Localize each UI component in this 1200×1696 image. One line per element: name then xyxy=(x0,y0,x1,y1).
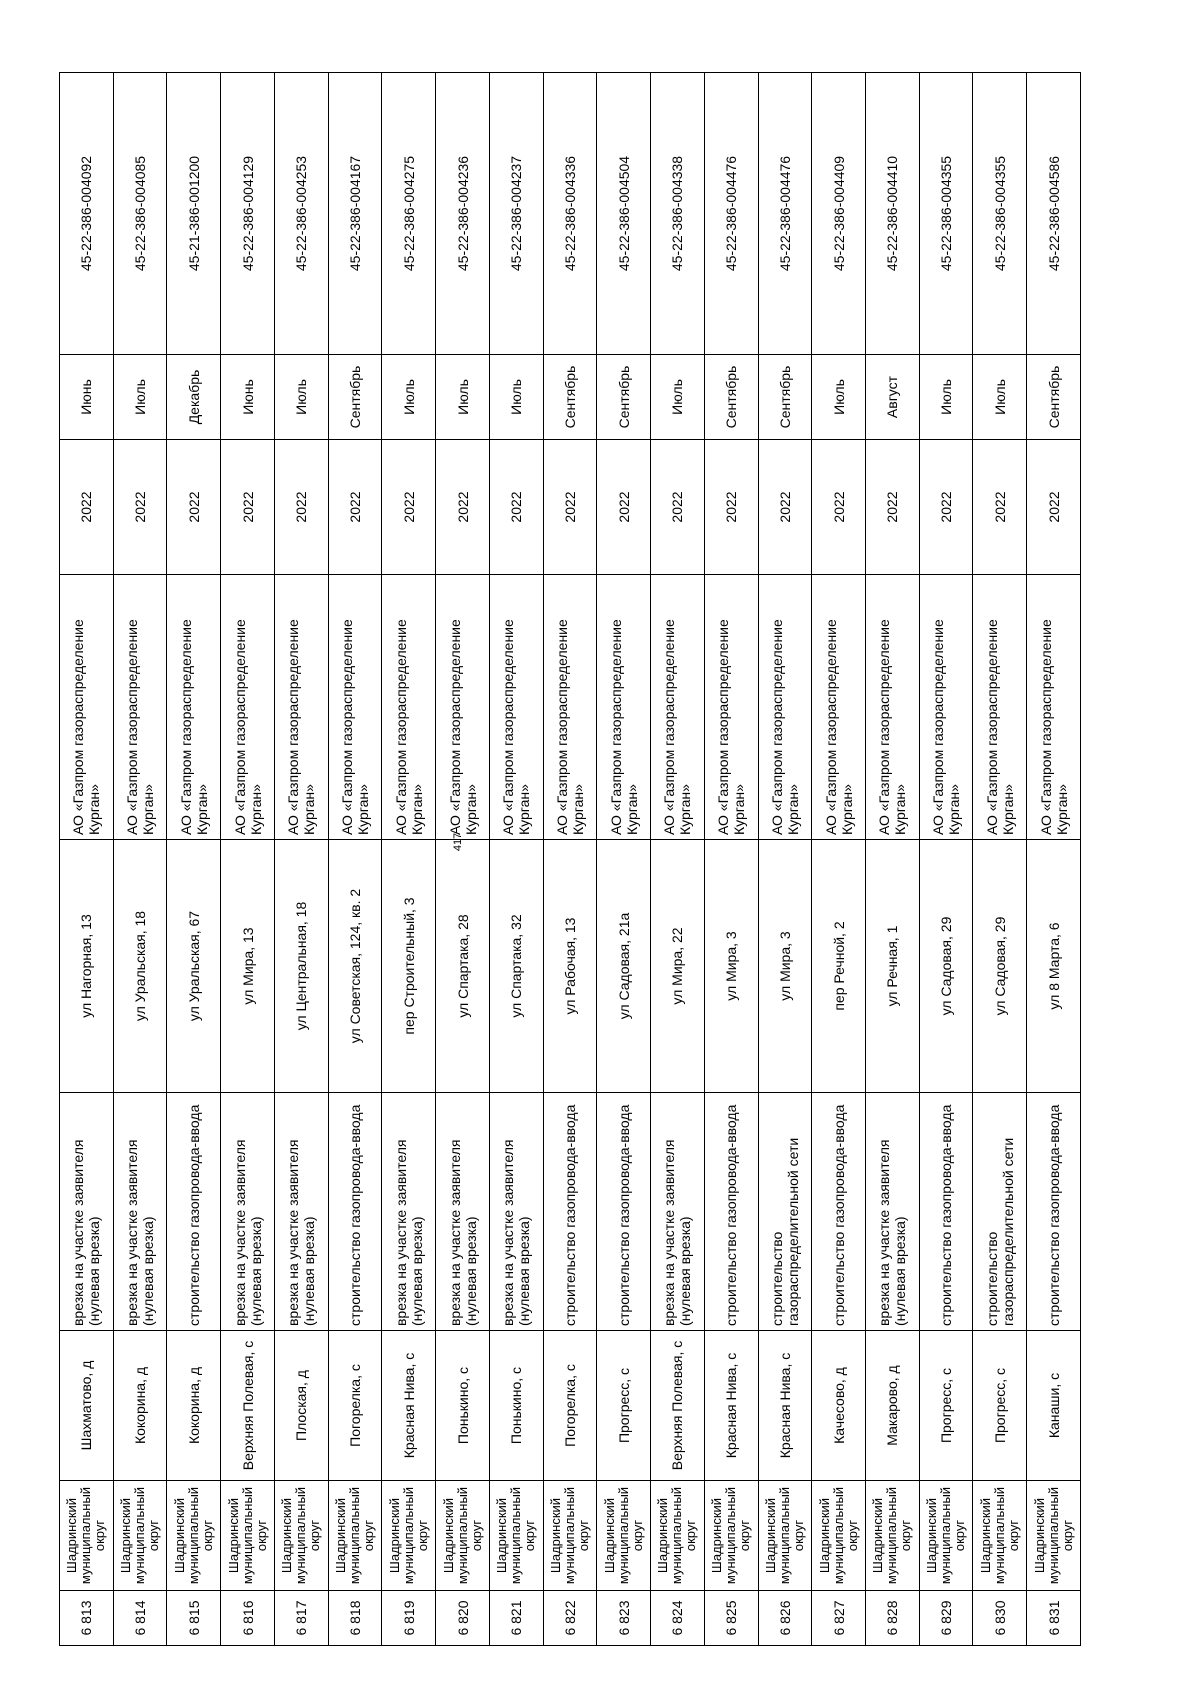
month-cell: Август xyxy=(866,355,920,440)
work-type-cell: врезка на участке заявителя (нулевая врезка) xyxy=(651,1093,705,1331)
work-type-cell: строительство газопровода-ввода xyxy=(919,1093,973,1331)
table-row xyxy=(60,73,114,1646)
district-cell: Шадринский муниципальный округ xyxy=(812,1481,866,1591)
organization-cell: АО «Газпром газораспределение Курган» xyxy=(919,575,973,840)
address-cell: ул Рабочая, 13 xyxy=(543,840,597,1093)
table-row xyxy=(704,73,758,1646)
settlement-cell: Красная Нива, с xyxy=(758,1331,812,1481)
table-row xyxy=(274,73,328,1646)
registration-code-cell: 45-22-386-004275 xyxy=(382,73,436,355)
row-number-cell: 6 818 xyxy=(328,1591,382,1646)
registration-code-cell: 45-22-386-004409 xyxy=(812,73,866,355)
registration-code-cell: 45-22-386-004129 xyxy=(221,73,275,355)
organization-cell: АО «Газпром газораспределение Курган» xyxy=(758,575,812,840)
registration-code-cell: 45-22-386-004355 xyxy=(919,73,973,355)
month-cell: Июль xyxy=(436,355,490,440)
settlement-cell: Макарово, д xyxy=(866,1331,920,1481)
work-type-cell: врезка на участке заявителя (нулевая врезка) xyxy=(221,1093,275,1331)
row-number-cell: 6 822 xyxy=(543,1591,597,1646)
district-cell: Шадринский муниципальный округ xyxy=(597,1481,651,1591)
month-cell: Сентябрь xyxy=(1027,355,1081,440)
table-container xyxy=(59,73,1081,1646)
organization-cell: АО «Газпром газораспределение Курган» xyxy=(221,575,275,840)
settlement-cell: Качесово, д xyxy=(812,1331,866,1481)
address-cell: ул Мира, 3 xyxy=(758,840,812,1093)
address-cell: ул Спартака, 28 xyxy=(436,840,490,1093)
row-number-cell: 6 820 xyxy=(436,1591,490,1646)
settlement-cell: Красная Нива, с xyxy=(704,1331,758,1481)
registration-code-cell: 45-22-386-004237 xyxy=(489,73,543,355)
registration-code-cell: 45-22-386-004504 xyxy=(597,73,651,355)
work-type-cell: строительство газопровода-ввода xyxy=(543,1093,597,1331)
year-cell: 2022 xyxy=(221,440,275,575)
work-type-cell: врезка на участке заявителя (нулевая врезка) xyxy=(489,1093,543,1331)
month-cell: Сентябрь xyxy=(543,355,597,440)
work-type-cell: строительство газораспределительной сети xyxy=(758,1093,812,1331)
year-cell: 2022 xyxy=(1027,440,1081,575)
address-cell: ул Садовая, 29 xyxy=(973,840,1027,1093)
settlement-cell: Шахматово, д xyxy=(60,1331,114,1481)
district-cell: Шадринский муниципальный округ xyxy=(328,1481,382,1591)
table-row xyxy=(919,73,973,1646)
address-cell: ул Уральская, 18 xyxy=(113,840,167,1093)
district-cell: Шадринский муниципальный округ xyxy=(543,1481,597,1591)
district-cell: Шадринский муниципальный округ xyxy=(113,1481,167,1591)
table-row xyxy=(328,73,382,1646)
year-cell: 2022 xyxy=(436,440,490,575)
year-cell: 2022 xyxy=(382,440,436,575)
district-cell: Шадринский муниципальный округ xyxy=(704,1481,758,1591)
work-type-cell: строительство газопровода-ввода xyxy=(704,1093,758,1331)
table-row xyxy=(651,73,705,1646)
row-number-cell: 6 827 xyxy=(812,1591,866,1646)
year-cell: 2022 xyxy=(704,440,758,575)
registration-code-cell: 45-22-386-004476 xyxy=(758,73,812,355)
settlement-cell: Понькино, с xyxy=(489,1331,543,1481)
year-cell: 2022 xyxy=(113,440,167,575)
month-cell: Июль xyxy=(919,355,973,440)
year-cell: 2022 xyxy=(812,440,866,575)
work-type-cell: врезка на участке заявителя (нулевая врезка) xyxy=(113,1093,167,1331)
settlement-cell: Красная Нива, с xyxy=(382,1331,436,1481)
table-row xyxy=(436,73,490,1646)
table-row xyxy=(866,73,920,1646)
district-cell: Шадринский муниципальный округ xyxy=(973,1481,1027,1591)
settlement-cell: Кокорина, д xyxy=(167,1331,221,1481)
row-number-cell: 6 829 xyxy=(919,1591,973,1646)
settlement-cell: Кокорина, д xyxy=(113,1331,167,1481)
month-cell: Июнь xyxy=(221,355,275,440)
month-cell: Июль xyxy=(274,355,328,440)
organization-cell: АО «Газпром газораспределение Курган» xyxy=(543,575,597,840)
work-type-cell: врезка на участке заявителя (нулевая врезка) xyxy=(866,1093,920,1331)
year-cell: 2022 xyxy=(973,440,1027,575)
address-cell: ул Советская, 124, кв. 2 xyxy=(328,840,382,1093)
organization-cell: АО «Газпром газораспределение Курган» xyxy=(597,575,651,840)
year-cell: 2022 xyxy=(651,440,705,575)
work-type-cell: врезка на участке заявителя (нулевая врезка) xyxy=(382,1093,436,1331)
row-number-cell: 6 819 xyxy=(382,1591,436,1646)
row-number-cell: 6 821 xyxy=(489,1591,543,1646)
year-cell: 2022 xyxy=(328,440,382,575)
month-cell: Сентябрь xyxy=(704,355,758,440)
address-cell: ул Садовая, 21а xyxy=(597,840,651,1093)
table-row xyxy=(597,73,651,1646)
work-type-cell: строительство газопровода-ввода xyxy=(812,1093,866,1331)
month-cell: Июль xyxy=(489,355,543,440)
address-cell: ул Речная, 1 xyxy=(866,840,920,1093)
district-cell: Шадринский муниципальный округ xyxy=(919,1481,973,1591)
month-cell: Июль xyxy=(973,355,1027,440)
organization-cell: АО «Газпром газораспределение Курган» xyxy=(60,575,114,840)
registration-code-cell: 45-22-386-004410 xyxy=(866,73,920,355)
organization-cell: АО «Газпром газораспределение Курган» xyxy=(113,575,167,840)
work-type-cell: строительство газопровода-ввода xyxy=(1027,1093,1081,1331)
district-cell: Шадринский муниципальный округ xyxy=(651,1481,705,1591)
row-number-cell: 6 823 xyxy=(597,1591,651,1646)
district-cell: Шадринский муниципальный округ xyxy=(382,1481,436,1591)
month-cell: Сентябрь xyxy=(597,355,651,440)
month-cell: Июль xyxy=(651,355,705,440)
row-number-cell: 6 828 xyxy=(866,1591,920,1646)
address-cell: ул Нагорная, 13 xyxy=(60,840,114,1093)
table-row xyxy=(812,73,866,1646)
table-row xyxy=(543,73,597,1646)
row-number-cell: 6 824 xyxy=(651,1591,705,1646)
registration-code-cell: 45-22-386-004085 xyxy=(113,73,167,355)
table-row xyxy=(113,73,167,1646)
month-cell: Сентябрь xyxy=(328,355,382,440)
district-cell: Шадринский муниципальный округ xyxy=(489,1481,543,1591)
month-cell: Июль xyxy=(113,355,167,440)
row-number-cell: 6 816 xyxy=(221,1591,275,1646)
month-cell: Сентябрь xyxy=(758,355,812,440)
month-cell: Июнь xyxy=(60,355,114,440)
organization-cell: АО «Газпром газораспределение Курган» xyxy=(274,575,328,840)
district-cell: Шадринский муниципальный округ xyxy=(758,1481,812,1591)
address-cell: пер Строительный, 3 xyxy=(382,840,436,1093)
work-type-cell: врезка на участке заявителя (нулевая врезка) xyxy=(436,1093,490,1331)
address-cell: ул Уральская, 67 xyxy=(167,840,221,1093)
settlement-cell: Прогресс, с xyxy=(597,1331,651,1481)
registration-code-cell: 45-22-386-004355 xyxy=(973,73,1027,355)
row-number-cell: 6 815 xyxy=(167,1591,221,1646)
row-number-cell: 6 825 xyxy=(704,1591,758,1646)
work-type-cell: врезка на участке заявителя (нулевая врезка) xyxy=(274,1093,328,1331)
organization-cell: АО «Газпром газораспределение Курган» xyxy=(489,575,543,840)
settlement-cell: Верхняя Полевая, с xyxy=(221,1331,275,1481)
year-cell: 2022 xyxy=(866,440,920,575)
table-row xyxy=(167,73,221,1646)
year-cell: 2022 xyxy=(758,440,812,575)
organization-cell: АО «Газпром газораспределение Курган» xyxy=(1027,575,1081,840)
organization-cell: АО «Газпром газораспределение Курган» xyxy=(651,575,705,840)
row-number-cell: 6 813 xyxy=(60,1591,114,1646)
settlement-cell: Верхняя Полевая, с xyxy=(651,1331,705,1481)
year-cell: 2022 xyxy=(597,440,651,575)
settlement-cell: Канаши, с xyxy=(1027,1331,1081,1481)
registration-code-cell: 45-22-386-004476 xyxy=(704,73,758,355)
registration-code-cell: 45-22-386-004338 xyxy=(651,73,705,355)
row-number-cell: 6 817 xyxy=(274,1591,328,1646)
organization-cell: АО «Газпром газораспределение Курган» xyxy=(973,575,1027,840)
table-row xyxy=(489,73,543,1646)
address-cell: пер Речной, 2 xyxy=(812,840,866,1093)
organization-cell: АО «Газпром газораспределение Курган» xyxy=(812,575,866,840)
address-cell: ул 8 Марта, 6 xyxy=(1027,840,1081,1093)
registration-code-cell: 45-22-386-004092 xyxy=(60,73,114,355)
registration-code-cell: 45-22-386-004236 xyxy=(436,73,490,355)
registration-code-cell: 45-22-386-004586 xyxy=(1027,73,1081,355)
year-cell: 2022 xyxy=(60,440,114,575)
district-cell: Шадринский муниципальный округ xyxy=(1027,1481,1081,1591)
table-row xyxy=(758,73,812,1646)
organization-cell: АО «Газпром газораспределение Курган» xyxy=(866,575,920,840)
address-cell: ул Мира, 13 xyxy=(221,840,275,1093)
year-cell: 2022 xyxy=(274,440,328,575)
year-cell: 2022 xyxy=(543,440,597,575)
work-type-cell: врезка на участке заявителя (нулевая врезка) xyxy=(60,1093,114,1331)
month-cell: Декабрь xyxy=(167,355,221,440)
registration-code-cell: 45-22-386-004167 xyxy=(328,73,382,355)
address-cell: ул Садовая, 29 xyxy=(919,840,973,1093)
year-cell: 2022 xyxy=(919,440,973,575)
district-cell: Шадринский муниципальный округ xyxy=(221,1481,275,1591)
month-cell: Июль xyxy=(382,355,436,440)
work-type-cell: строительство газораспределительной сети xyxy=(973,1093,1027,1331)
organization-cell: АО «Газпром газораспределение Курган» xyxy=(704,575,758,840)
work-type-cell: строительство газопровода-ввода xyxy=(328,1093,382,1331)
district-cell: Шадринский муниципальный округ xyxy=(866,1481,920,1591)
year-cell: 2022 xyxy=(489,440,543,575)
registration-code-cell: 45-21-386-001200 xyxy=(167,73,221,355)
settlement-cell: Погорелка, с xyxy=(328,1331,382,1481)
district-cell: Шадринский муниципальный округ xyxy=(436,1481,490,1591)
settlement-cell: Прогресс, с xyxy=(973,1331,1027,1481)
row-number-cell: 6 814 xyxy=(113,1591,167,1646)
settlement-cell: Погорелка, с xyxy=(543,1331,597,1481)
registration-code-cell: 45-22-386-004253 xyxy=(274,73,328,355)
address-cell: ул Мира, 22 xyxy=(651,840,705,1093)
row-number-cell: 6 826 xyxy=(758,1591,812,1646)
settlement-cell: Плоская, д xyxy=(274,1331,328,1481)
organization-cell: АО «Газпром газораспределение Курган» xyxy=(167,575,221,840)
organization-cell: АО «Газпром газораспределение Курган» xyxy=(436,575,490,840)
district-cell: Шадринский муниципальный округ xyxy=(60,1481,114,1591)
row-number-cell: 6 831 xyxy=(1027,1591,1081,1646)
month-cell: Июль xyxy=(812,355,866,440)
registration-code-cell: 45-22-386-004336 xyxy=(543,73,597,355)
table-row xyxy=(221,73,275,1646)
address-cell: ул Центральная, 18 xyxy=(274,840,328,1093)
table-row xyxy=(973,73,1027,1646)
address-cell: ул Спартака, 32 xyxy=(489,840,543,1093)
district-cell: Шадринский муниципальный округ xyxy=(274,1481,328,1591)
row-number-cell: 6 830 xyxy=(973,1591,1027,1646)
year-cell: 2022 xyxy=(167,440,221,575)
page-number: 417 xyxy=(452,832,464,852)
organization-cell: АО «Газпром газораспределение Курган» xyxy=(382,575,436,840)
district-cell: Шадринский муниципальный округ xyxy=(167,1481,221,1591)
table-body xyxy=(60,73,1081,1646)
settlement-cell: Понькино, с xyxy=(436,1331,490,1481)
work-type-cell: строительство газопровода-ввода xyxy=(597,1093,651,1331)
organization-cell: АО «Газпром газораспределение Курган» xyxy=(328,575,382,840)
work-type-cell: строительство газопровода-ввода xyxy=(167,1093,221,1331)
table-row xyxy=(1027,73,1081,1646)
settlement-cell: Прогресс, с xyxy=(919,1331,973,1481)
table-row xyxy=(382,73,436,1646)
registry-table xyxy=(59,72,1081,1646)
address-cell: ул Мира, 3 xyxy=(704,840,758,1093)
